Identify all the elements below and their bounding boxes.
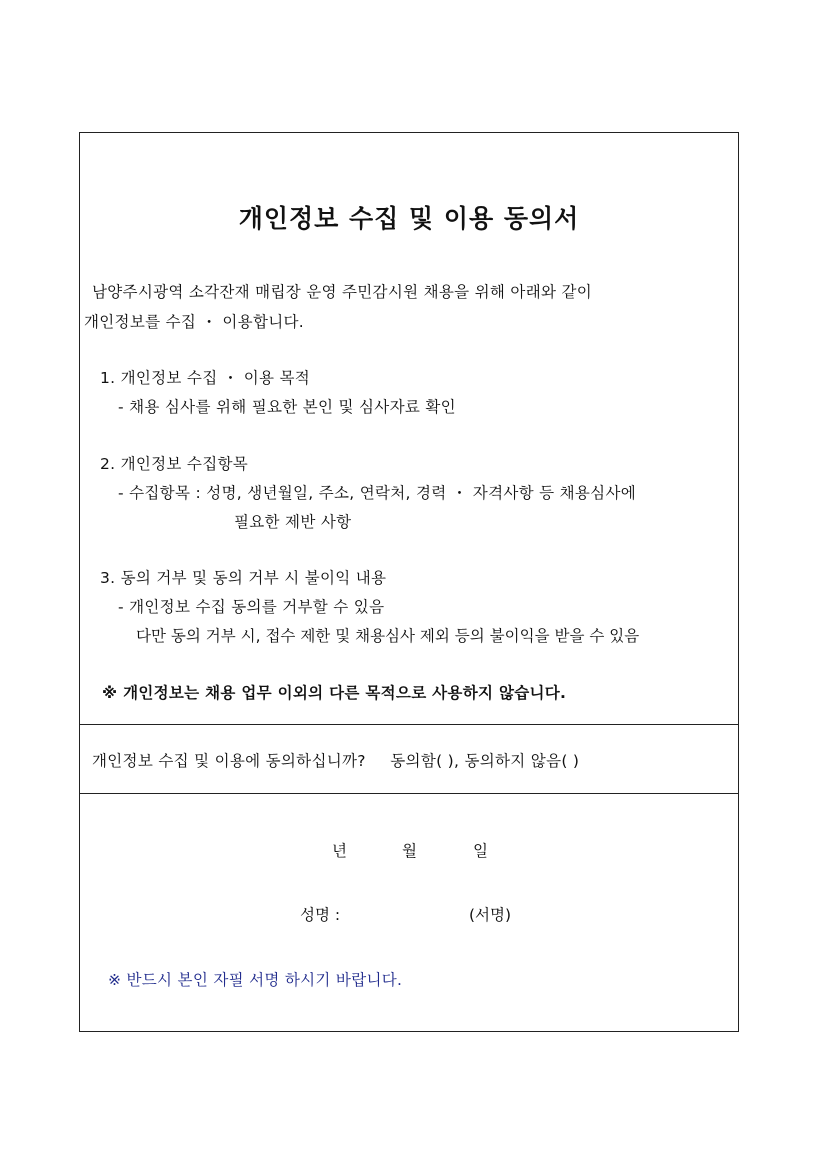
section-3-line-1: - 개인정보 수집 동의를 거부할 수 있음 — [118, 598, 385, 616]
divider-bottom — [80, 793, 738, 794]
consent-question: 개인정보 수집 및 이용에 동의하십니까? — [92, 752, 366, 770]
section-2-heading: 2. 개인정보 수집항목 — [100, 455, 249, 473]
date-month: 월 — [402, 842, 417, 860]
signature-label: 성명 : — [300, 906, 341, 924]
date-year: 년 — [332, 842, 347, 860]
section-2-line-1: - 수집항목 : 성명, 생년월일, 주소, 연락처, 경력 ・ 자격사항 등 채용심사에 — [118, 484, 636, 502]
consent-form — [79, 132, 739, 1032]
section-1-line-1: - 채용 심사를 위해 필요한 본인 및 심사자료 확인 — [118, 398, 456, 416]
footnote-text: ※ 반드시 본인 자필 서명 하시기 바랍니다. — [108, 971, 403, 989]
signature-sign: (서명) — [469, 906, 512, 924]
consent-disagree-option[interactable]: 동의하지 않음( ) — [464, 752, 580, 770]
section-1-heading: 1. 개인정보 수집 ・ 이용 목적 — [100, 369, 311, 387]
form-title: 개인정보 수집 및 이용 동의서 — [238, 204, 580, 233]
section-3-line-2: 다만 동의 거부 시, 접수 제한 및 채용심사 제외 등의 불이익을 받을 수 있음 — [136, 627, 640, 645]
notice-text: ※ 개인정보는 채용 업무 이외의 다른 목적으로 사용하지 않습니다. — [102, 684, 567, 702]
divider-top — [80, 724, 738, 725]
date-day: 일 — [473, 842, 488, 860]
section-3-heading: 3. 동의 거부 및 동의 거부 시 불이익 내용 — [100, 569, 387, 587]
consent-agree-option[interactable]: 동의함( ), — [390, 752, 460, 770]
intro-line-2: 개인정보를 수집 ・ 이용합니다. — [84, 313, 304, 331]
section-2-line-2: 필요한 제반 사항 — [234, 513, 352, 531]
consent-row — [92, 749, 579, 771]
intro-line-1: 남양주시광역 소각잔재 매립장 운영 주민감시원 채용을 위해 아래와 같이 — [92, 283, 593, 301]
